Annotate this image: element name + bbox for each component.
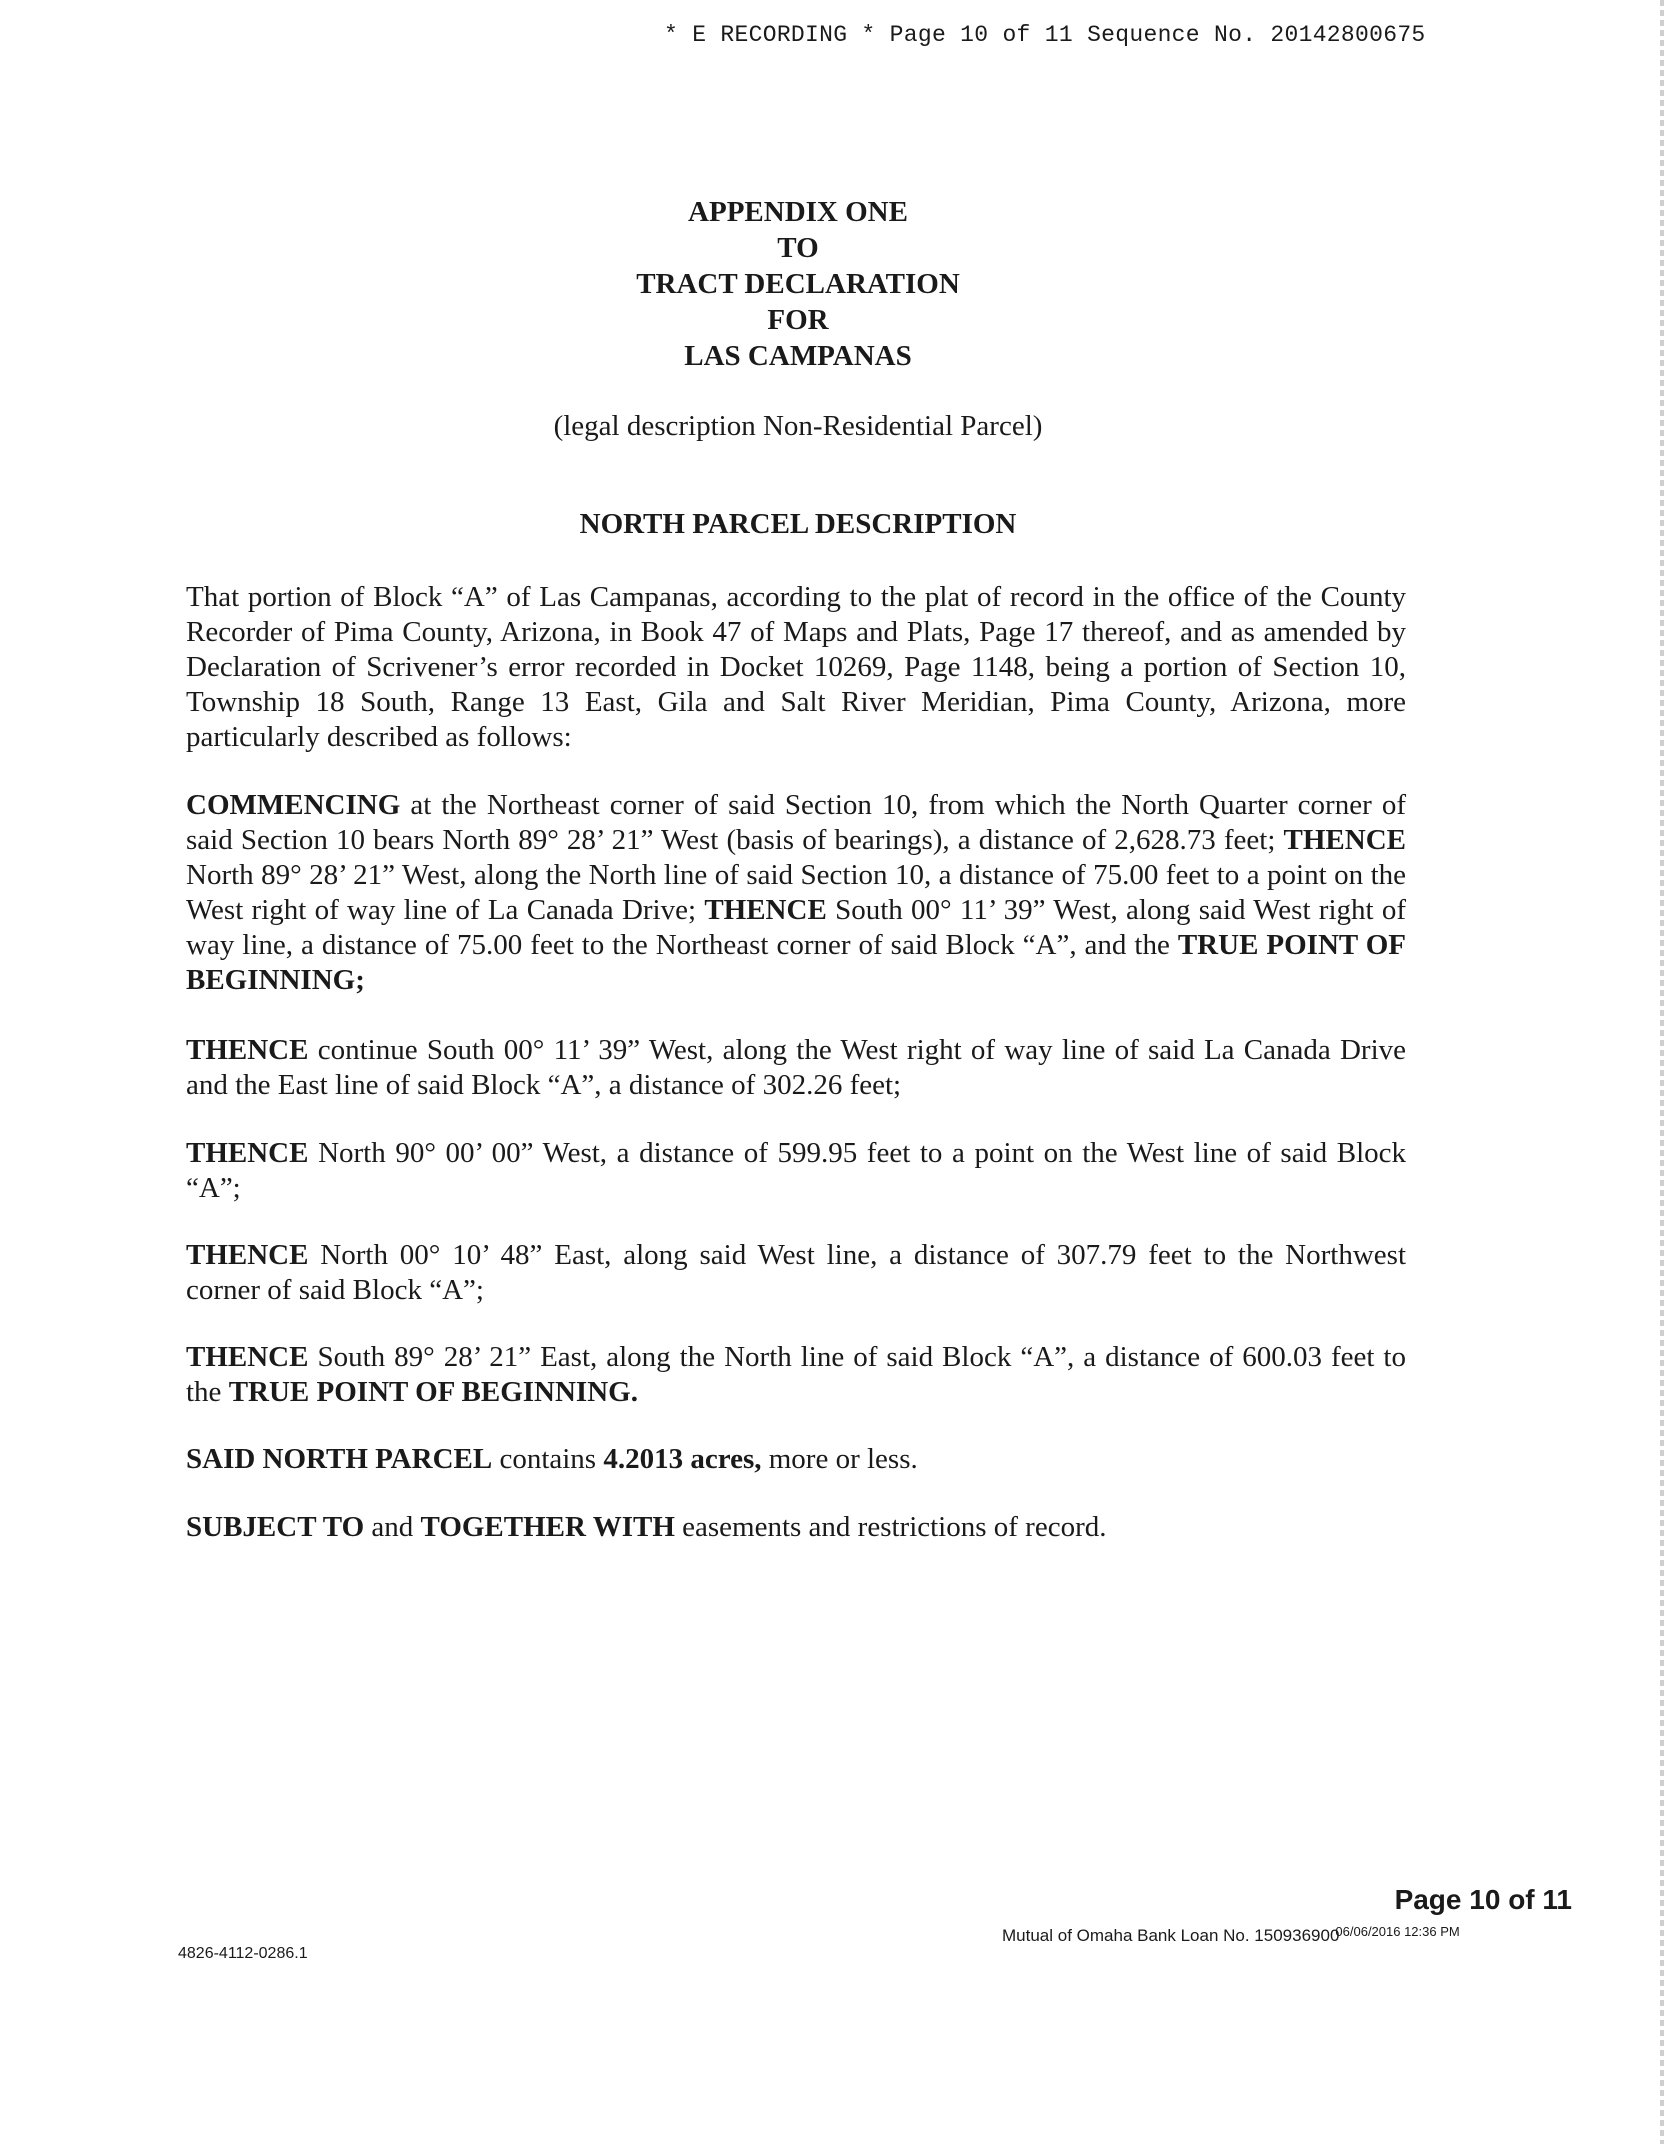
paragraph-text: more or less.	[761, 1443, 918, 1475]
bold-term: 4.2013 acres,	[603, 1443, 762, 1475]
title-line: APPENDIX ONE	[688, 196, 908, 228]
title-line: FOR	[767, 304, 829, 336]
paragraph-text: South 89° 28’ 21” East, along the North line of said Block “A”, a distance of 600.03 feet to the	[186, 1341, 1406, 1408]
description-paragraph: That portion of Block “A” of Las Campanas, according to the plat of record in the office of the County Recorder of Pima County, Arizona, in Book 47 of Maps and Plats, Page 17 thereof, and as amended by Declaration of Scrivener’s error recorded in Docket 10269, Page 1148, being a portion of Section 10, Township 18 South, Range 13 East, Gila and Salt River Meridian, Pima County, Arizona, more particularly described as follows:	[186, 581, 1406, 753]
loan-number-footer	[1002, 1926, 1460, 1946]
paragraph-text: South 00° 11’ 39” West, along said West right of way line, a distance of 75.00 feet to the Northeast corner of said Block “A”, and the	[186, 894, 1406, 961]
bold-term: THENCE	[186, 1341, 309, 1373]
commencing-paragraph	[186, 788, 1406, 998]
thence-paragraph	[186, 1136, 1406, 1206]
bold-term: TOGETHER WITH	[420, 1511, 675, 1543]
bold-term: THENCE	[704, 894, 827, 926]
bold-term: THENCE	[186, 1239, 309, 1271]
paragraph-text: North 89° 28’ 21” West, along the North line of said Section 10, a distance of 75.00 feet to a point on the West right of way line of La Canada Drive;	[186, 859, 1406, 926]
thence-paragraph	[186, 1033, 1406, 1103]
paragraph-text: North 90° 00’ 00” West, a distance of 599.95 feet to a point on the West line of said Block “A”;	[186, 1137, 1406, 1204]
section-heading: NORTH PARCEL DESCRIPTION	[579, 508, 1017, 540]
subtitle: (legal description Non-Residential Parcel)	[553, 410, 1043, 442]
bold-term: THENCE	[186, 1137, 309, 1169]
paragraph-text: easements and restrictions of record.	[674, 1511, 1107, 1543]
bold-term: TRUE POINT OF BEGINNING.	[228, 1376, 638, 1408]
thence-paragraph	[186, 1340, 1406, 1410]
thence-paragraph	[186, 1238, 1406, 1308]
loan-number: Mutual of Omaha Bank Loan No. 150936900	[1002, 1926, 1340, 1945]
paragraph-text: at the Northeast corner of said Section 10, from which the North Quarter corner of said Section 10 bears North 89° 28’ 21” West (basis of bearings), a distance of 2,628.73 feet;	[186, 789, 1406, 856]
document-id: 4826-4112-0286.1	[178, 1945, 308, 1962]
scan-edge-divider	[1660, 0, 1664, 2144]
paragraph-text: contains	[492, 1443, 604, 1475]
acreage-paragraph	[186, 1442, 1406, 1477]
easements-paragraph	[186, 1510, 1406, 1545]
paragraph-text: continue South 00° 11’ 39” West, along the West right of way line of said La Canada Drive and the East line of said Block “A”, a distance of 302.26 feet;	[186, 1034, 1406, 1101]
paragraph-text: and	[364, 1511, 421, 1543]
document-title	[0, 194, 1596, 374]
bold-term: SUBJECT TO	[186, 1511, 365, 1543]
title-line: LAS CAMPANAS	[684, 340, 912, 372]
bold-term: SAID NORTH PARCEL	[186, 1443, 493, 1475]
recording-header: * E RECORDING * Page 10 of 11 Sequence No. 20142800675	[664, 22, 1426, 48]
bold-term: TRUE POINT OF BEGINNING;	[186, 929, 1406, 996]
title-line: TO	[777, 232, 819, 264]
bold-term: THENCE	[1283, 824, 1406, 856]
title-line: TRACT DECLARATION	[636, 268, 960, 300]
page-number: Page 10 of 11	[1394, 1884, 1572, 1915]
bold-term: THENCE	[186, 1034, 309, 1066]
bold-term: COMMENCING	[186, 789, 401, 821]
date-stamp: 06/06/2016 12:36 PM	[1335, 1924, 1460, 1939]
paragraph-text: North 00° 10’ 48” East, along said West line, a distance of 307.79 feet to the Northwest corner of said Block “A”;	[186, 1239, 1406, 1306]
